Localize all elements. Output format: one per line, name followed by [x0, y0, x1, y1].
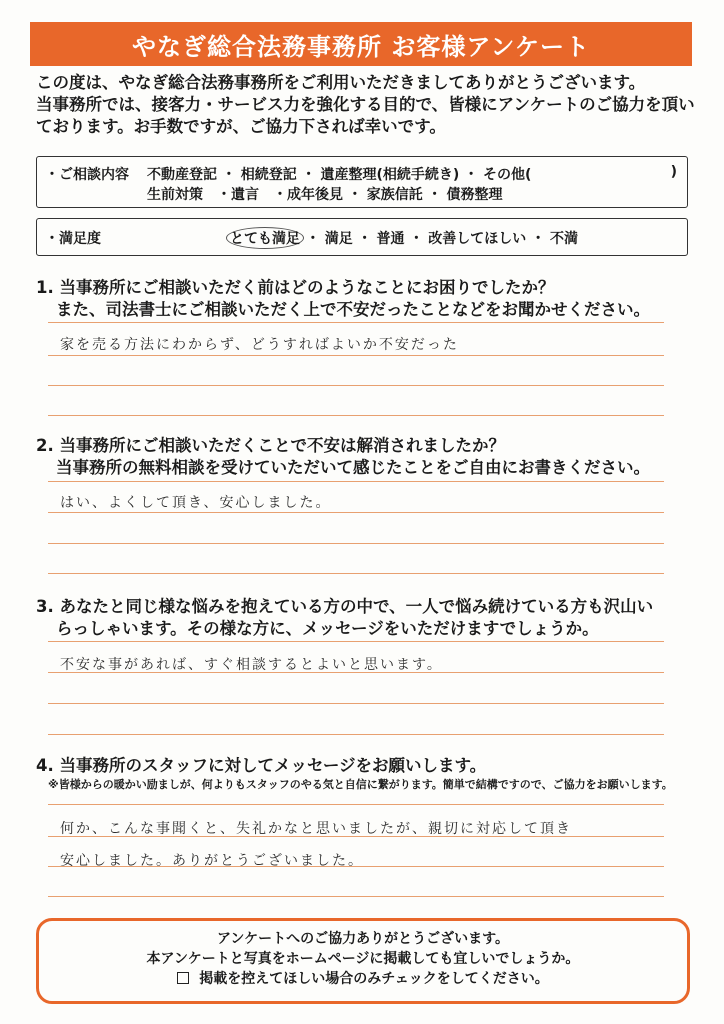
footer-box — [36, 918, 690, 1004]
question-3-line1: 3. あなたと同じ様な悩みを抱えている方の中で、一人で悩み続けている方も沢山い — [36, 597, 654, 616]
question-3 — [36, 596, 686, 640]
satisfaction-options — [229, 228, 578, 248]
footer-line3 — [39, 969, 687, 989]
answer-line — [48, 866, 664, 867]
consultation-options-row2: 生前対策 ・遺言 ・成年後見 ・ 家族信託 ・ 債務整理 — [147, 187, 503, 203]
answer-line — [48, 641, 664, 642]
no-publish-checkbox[interactable] — [177, 972, 189, 984]
answer-line — [48, 734, 664, 735]
question-1-line1: 1. 当事務所にご相談いただく前はどのようなことにお困りでしたか？ — [36, 278, 555, 297]
consultation-label: ・ご相談内容 — [45, 167, 129, 183]
satisfaction-other-options: ・ 満足 ・ 普通 ・ 改善してほしい ・ 不満 — [301, 231, 578, 247]
survey-title: やなぎ総合法務事務所 お客様アンケート — [30, 22, 692, 66]
question-3-line2: らっしゃいます。その様な方に、メッセージをいただけますでしょうか。 — [56, 619, 599, 638]
question-2-line2: 当事務所の無料相談を受けていただいて感じたことをご自由にお書きください。 — [56, 458, 650, 477]
answer-line — [48, 415, 664, 416]
answer-line — [48, 355, 664, 356]
answer-line — [48, 573, 664, 574]
question-4-line1: 4. 当事務所のスタッフに対してメッセージをお願いします。 — [36, 756, 487, 775]
intro-line: ております。お手数ですが、ご協力下されば幸いです。 — [36, 117, 446, 136]
consultation-other-close: ) — [670, 164, 677, 180]
answer-4-line2: 安心しました。ありがとうございました。 — [60, 853, 364, 869]
answer-line — [48, 896, 664, 897]
question-1 — [36, 277, 686, 321]
satisfaction-selected-option: とても満足 — [226, 227, 304, 249]
intro-line: 当事務所では、接客力・サービス力を強化する目的で、皆様にアンケートのご協力を頂い — [36, 95, 695, 114]
question-2-line1: 2. 当事務所にご相談いただくことで不安は解消されましたか？ — [36, 436, 505, 455]
answer-line — [48, 512, 664, 513]
question-2 — [36, 435, 686, 479]
footer-line3-text: 掲載を控えてほしい場合のみチェックをしてください。 — [199, 971, 549, 987]
question-4 — [36, 755, 686, 793]
answer-2: はい、よくして頂き、安心しました。 — [60, 495, 332, 511]
question-1-line2: また、司法書士にご相談いただく上で不安だったことなどをお聞かせください。 — [56, 300, 650, 319]
footer-line1: アンケートへのご協力ありがとうございます。 — [216, 931, 510, 947]
answer-line — [48, 804, 664, 805]
answer-line — [48, 385, 664, 386]
answer-line — [48, 672, 664, 673]
answer-4-line1: 何か、こんな事聞くと、失礼かなと思いましたが、親切に対応して頂き — [60, 821, 572, 837]
satisfaction-box — [36, 218, 688, 256]
answer-line — [48, 703, 664, 704]
answer-line — [48, 543, 664, 544]
question-4-note: ※皆様からの暖かい励ましが、何よりもスタッフのやる気と自信に繋がります。簡単で結構ですので、ご協力をお願いします。 — [48, 778, 673, 791]
intro-line: この度は、やなぎ総合法務事務所をご利用いただきましてありがとうございます。 — [36, 73, 646, 92]
answer-line — [48, 481, 664, 482]
consultation-options-row1: 不動産登記 ・ 相続登記 ・ 遺産整理(相続手続き) ・ その他( — [147, 167, 532, 183]
intro-text — [36, 72, 696, 138]
consultation-box — [36, 156, 688, 208]
footer-line2: 本アンケートと写真をホームページに掲載しても宜しいでしょうか。 — [146, 951, 580, 967]
satisfaction-label: ・満足度 — [45, 231, 101, 247]
answer-line — [48, 322, 664, 323]
answer-1: 家を売る方法にわからず、どうすればよいか不安だった — [60, 337, 459, 353]
answer-3: 不安な事があれば、すぐ相談するとよいと思います。 — [60, 657, 443, 673]
answer-line — [48, 836, 664, 837]
